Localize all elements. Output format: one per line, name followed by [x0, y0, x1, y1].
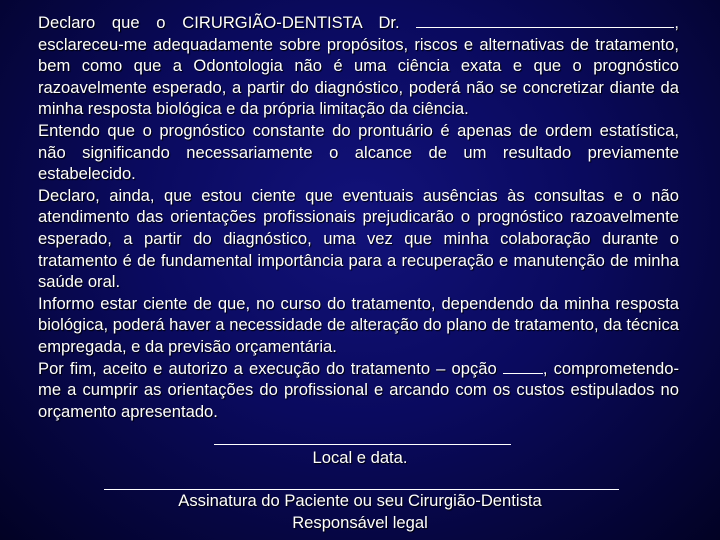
signature-label-line1: Assinatura do Paciente ou seu Cirurgião-Dentista	[178, 491, 542, 510]
paragraph-absences: Declaro, ainda, que estou ciente que eventuais ausências às consultas e o não atendimento das orientações profissionais prejudicarão o prognóstico razoavelmente esperado, a partir do diagnóstico, uma vez que minha colaboração durante o tratamento é de fundamental importância para a recuperação e manutenção de minha saúde oral.	[38, 185, 679, 292]
declaration-text-end: , esclareceu-me adequadamente sobre propósitos, riscos e alternativas de tratamento, bem como que a Odontologia não é uma ciência exata e que o prognóstico razoavelmente esperado, a partir do diagnóstico, poderá não se concretizar diante da minha resposta biológica e da própria limitação da ciência.	[38, 13, 679, 119]
authorization-text-start: Por fim, aceito e autorizo a execução do tratamento – opção	[38, 358, 503, 378]
paragraph-prognosis: Entendo que o prognóstico constante do prontuário é apenas de ordem estatística, não significando necessariamente o alcance de um resultado previamente estabelecido.	[38, 120, 679, 184]
local-date-label: Local e data.	[312, 448, 408, 467]
paragraph-plan-changes: Informo estar ciente de que, no curso do tratamento, dependendo da minha resposta biológica, poderá haver a necessidade de alteração do plano de tratamento, da técnica empregada, e da previsão orçamentária.	[38, 293, 679, 356]
signature-label-line2: Responsável legal	[292, 513, 428, 532]
dentist-name-blank[interactable]	[416, 13, 674, 28]
paragraph-declaration	[38, 12, 679, 120]
declaration-text-start: Declaro que o CIRURGIÃO-DENTISTA Dr.	[38, 13, 417, 32]
local-date-line[interactable]	[214, 444, 511, 445]
authorization-text-end: , comprometendo-me a cumprir as orientações do profissional e arcando com os custos estipulados no orçamento apresentado.	[38, 358, 680, 421]
treatment-option-blank[interactable]	[503, 359, 543, 374]
consent-body	[38, 12, 679, 422]
paragraph-authorization	[38, 358, 679, 423]
